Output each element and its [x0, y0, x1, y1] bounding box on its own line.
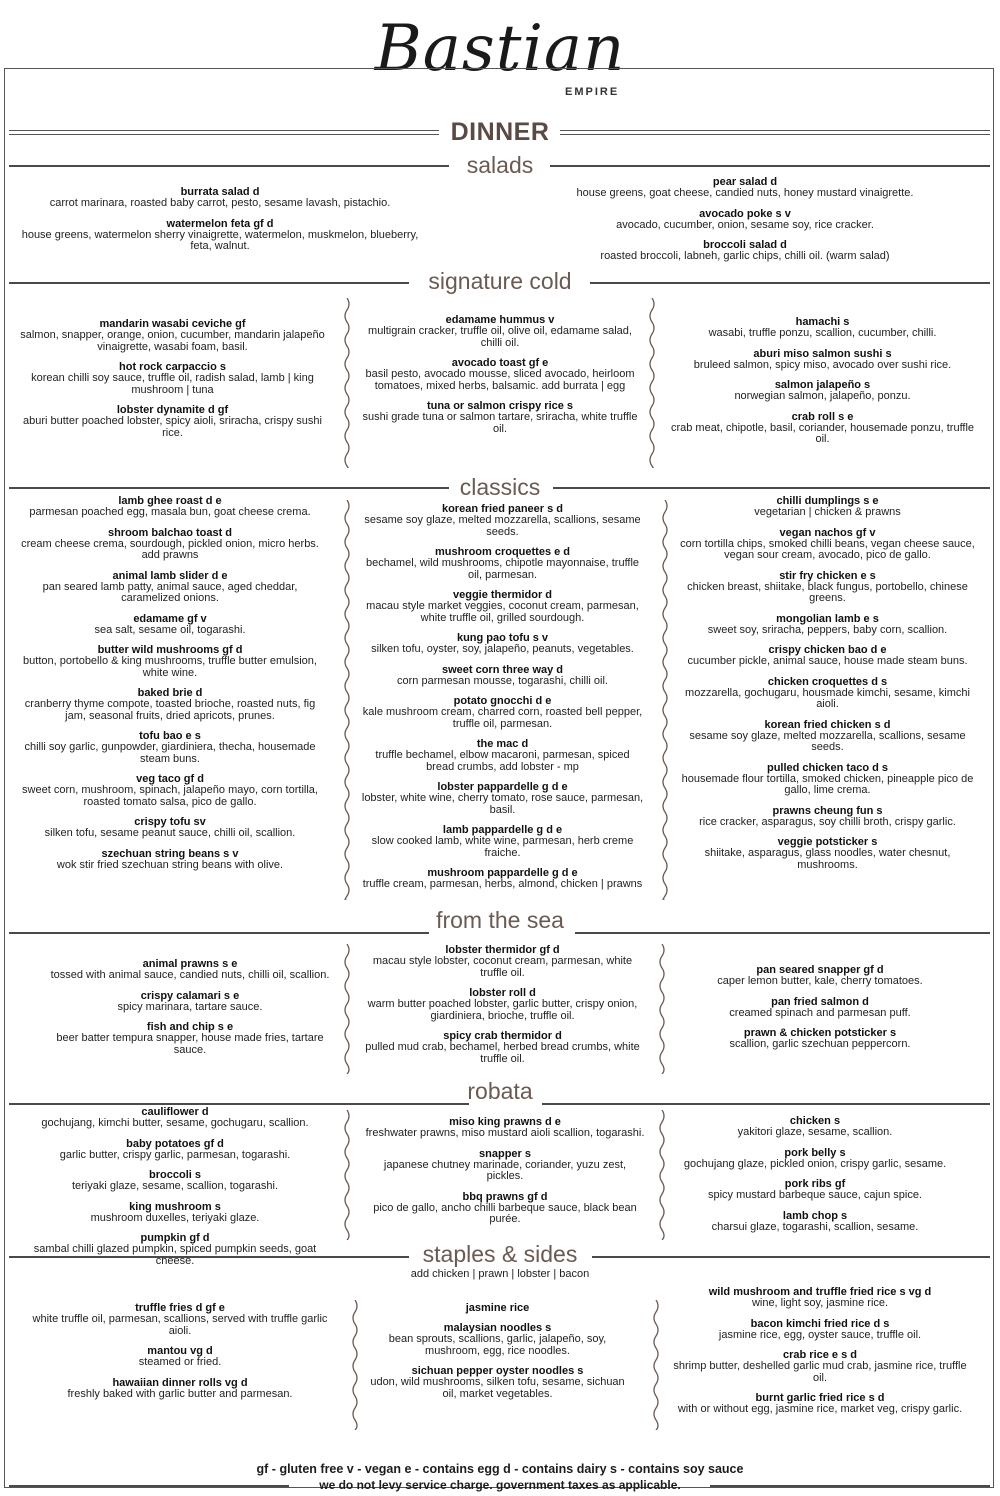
menu-item-description: pan seared lamb patty, animal sauce, aged cheddar, caramelized onions. — [42, 580, 298, 604]
menu-item-description: spicy marinara, tartare sauce. — [117, 1000, 263, 1013]
menu-item — [545, 176, 945, 200]
menu-item-name: baked brie d — [137, 687, 203, 699]
menu-item-description: sambal chilli glazed pumpkin, spiced pumpkin seeds, goat cheese. — [33, 1243, 317, 1267]
menu-item-description: avocado, cucumber, onion, sesame soy, rice cracker. — [616, 218, 874, 231]
menu-item-name: king mushroom s — [129, 1200, 221, 1213]
menu-item-name: crispy tofu sv — [134, 816, 206, 828]
section-title-staples: staples & sides — [422, 1241, 578, 1267]
menu-item-description: gochujang glaze, pickled onion, crispy garlic, sesame. — [683, 1157, 947, 1170]
menu-item-description: rice cracker, asparagus, soy chilli broth, crispy garlic. — [699, 815, 956, 828]
robata-col-3 — [660, 1115, 970, 1241]
menu-item-name: stir fry chicken e s — [779, 569, 876, 582]
menu-item-name: mantou vg d — [147, 1345, 213, 1357]
menu-item — [30, 1345, 330, 1369]
menu-item-name: chicken croquettes d s — [767, 675, 888, 688]
menu-item-name: spicy crab thermidor d — [443, 1030, 562, 1042]
section-title-sea: from the sea — [436, 907, 564, 933]
menu-item-name: mushroom pappardelle g d e — [427, 867, 578, 879]
menu-item-description: charsui glaze, togarashi, scallion, sesame. — [711, 1220, 919, 1233]
menu-item-description: roasted broccoli, labneh, garlic chips, chilli oil. (warm salad) — [600, 250, 890, 262]
section-title-classics: classics — [459, 474, 541, 500]
menu-item-description: cream cheese crema, sourdough, pickled onion, micro herbs. add prawns — [21, 537, 319, 561]
menu-item-description: bean sprouts, scallions, garlic, jalapeño, soy, mushroom, egg, rice noodles. — [388, 1333, 607, 1357]
menu-item-name: hamachi s — [795, 316, 850, 328]
menu-item — [670, 348, 975, 372]
menu-item-name: pulled chicken taco d s — [766, 761, 889, 774]
menu-item — [20, 1169, 330, 1193]
menu-item-description: pulled mud crab, bechamel, herbed bread crumbs, white truffle oil. — [365, 1041, 640, 1065]
robata-col-2 — [365, 1116, 645, 1234]
menu-item-description: bruleed salmon, spicy miso, avocado over sushi rice. — [693, 358, 952, 371]
menu-item-name: edamame gf v — [133, 612, 207, 625]
menu-item-name: salmon jalapeño s — [774, 379, 871, 391]
menu-item-name: burrata salad d — [180, 186, 260, 198]
menu-item-description: lobster, white wine, cherry tomato, rose sauce, parmesan, basil. — [361, 792, 644, 816]
sea-col-3 — [680, 964, 960, 1059]
menu-item-description: freshwater prawns, miso mustard aioli scallion, togarashi. — [365, 1127, 645, 1139]
menu-item — [365, 1365, 630, 1400]
menu-item — [665, 1392, 975, 1416]
wavy-divider — [652, 1300, 660, 1430]
menu-item-name: animal lamb slider d e — [112, 569, 228, 582]
classics-col-1 — [15, 495, 325, 879]
menu-item-name: crab rice e s d — [783, 1349, 857, 1361]
menu-item-description: yakitori glaze, sesame, scallion. — [737, 1126, 893, 1138]
menu-item-name: wild mushroom and truffle fried rice s vg d — [708, 1286, 932, 1298]
menu-item-description: mushroom duxelles, teriyaki glaze. — [90, 1211, 260, 1224]
menu-item — [675, 613, 980, 637]
menu-item-name: korean fried chicken s d — [764, 718, 891, 731]
menu-item-description: sweet corn, mushroom, spinach, jalapeño mayo, corn tortilla, roasted tomato salsa, pico de gallo. — [22, 784, 318, 808]
staples-col-3 — [665, 1286, 975, 1424]
menu-item-name: prawns cheung fun s — [772, 804, 883, 817]
signature-cold-col-1 — [20, 318, 325, 447]
menu-item-description: wine, light soy, jasmine rice. — [751, 1297, 889, 1309]
menu-item-name: chicken s — [789, 1115, 841, 1127]
menu-item — [50, 1021, 330, 1056]
menu-item-name: broccoli salad d — [703, 239, 787, 251]
menu-item-name: lamb pappardelle g d e — [442, 824, 563, 836]
wavy-divider — [661, 500, 669, 900]
menu-item — [360, 695, 645, 730]
brand-script: Bastian — [374, 12, 626, 86]
menu-item-description: salmon, snapper, orange, onion, cucumber, mandarin jalapeño vinaigrette, wasabi foam, basil. — [20, 329, 325, 353]
menu-item — [15, 773, 325, 808]
menu-item-description: scallion, garlic szechuan peppercorn. — [729, 1038, 911, 1050]
menu-item — [20, 1106, 330, 1130]
menu-item-name: chilli dumplings s e — [776, 495, 879, 507]
menu-item — [675, 762, 980, 797]
menu-item-description: teriyaki glaze, sesame, scallion, togarashi. — [71, 1180, 279, 1192]
menu-item — [15, 848, 325, 872]
menu-item-name: tuna or salmon crispy rice s — [426, 400, 574, 412]
menu-item-name: avocado poke s v — [699, 207, 791, 220]
menu-item — [365, 1302, 630, 1314]
menu-item-name: crab roll s e — [791, 410, 854, 423]
menu-item-name: lobster roll d — [469, 987, 536, 999]
menu-item-name: mandarin wasabi ceviche gf — [99, 318, 246, 330]
menu-item-name: bbq prawns gf d — [462, 1190, 548, 1203]
menu-item-name: lobster dynamite d gf — [116, 404, 229, 416]
menu-item-description: vegetarian | chicken & prawns — [754, 506, 901, 518]
sea-col-1 — [50, 958, 330, 1064]
wavy-divider — [351, 1300, 359, 1430]
menu-item-name: fish and chip s e — [146, 1021, 234, 1033]
menu-item-name: edamame hummus v — [445, 314, 555, 326]
menu-item-description: cucumber pickle, animal sauce, house made steam buns. — [687, 655, 968, 667]
staples-col-2 — [365, 1302, 630, 1408]
section-title-salads: salads — [466, 152, 534, 178]
menu-item — [360, 314, 640, 349]
menu-item — [365, 1191, 645, 1226]
menu-item — [660, 1115, 970, 1139]
menu-item-description: house greens, goat cheese, candied nuts, honey mustard vinaigrette. — [576, 187, 914, 199]
menu-item — [20, 186, 420, 210]
menu-item-description: garlic butter, crispy garlic, parmesan, togarashi. — [59, 1148, 291, 1161]
menu-item — [50, 958, 330, 982]
menu-item-name: crispy chicken bao d e — [768, 644, 887, 656]
menu-item-name: lamb ghee roast d e — [118, 495, 222, 507]
menu-item-name: cauliflower d — [141, 1106, 209, 1118]
salads-col-1 — [20, 186, 420, 261]
menu-item-name: hawaiian dinner rolls vg d — [112, 1376, 248, 1389]
menu-title: DINNER — [450, 118, 550, 146]
menu-item-name: pan fried salmon d — [771, 995, 869, 1008]
menu-item-name: animal prawns s e — [142, 958, 238, 970]
menu-item-name: miso king prawns d e — [449, 1116, 561, 1128]
menu-item — [15, 570, 325, 605]
menu-item — [680, 996, 960, 1020]
menu-item-description: housemade flour tortilla, smoked chicken, pineapple pico de gallo, lime crema. — [681, 772, 974, 796]
brand-sub: EMPIRE — [565, 86, 620, 98]
menu-item-description: norwegian salmon, jalapeño, ponzu. — [734, 390, 911, 402]
menu-item-name: prawn & chicken potsticker s — [743, 1027, 897, 1039]
menu-item-description: creamed spinach and parmesan puff. — [729, 1006, 911, 1019]
menu-item — [20, 318, 325, 353]
menu-item-description: sweet soy, sriracha, peppers, baby corn, scallion. — [707, 623, 948, 636]
menu-item — [670, 316, 975, 340]
menu-item-name: crispy calamari s e — [140, 989, 240, 1002]
menu-item-description: caper lemon butter, kale, cherry tomatoes. — [717, 975, 923, 987]
menu-item-name: sichuan pepper oyster noodles s — [411, 1365, 584, 1377]
menu-item-description: wok stir fried szechuan string beans with olive. — [56, 858, 284, 871]
menu-item-description: chilli soy garlic, gunpowder, giardiniera, thecha, housemade steam buns. — [24, 741, 316, 765]
menu-item — [360, 357, 640, 392]
menu-item-description: warm butter poached lobster, garlic butter, crispy onion, giardiniera, brioche, truffle oil. — [367, 998, 638, 1022]
menu-item-name: the mac d — [476, 738, 529, 750]
menu-item-name: pumpkin gf d — [140, 1232, 210, 1244]
menu-item-description: white truffle oil, parmesan, scallions, served with truffle garlic aioli. — [32, 1313, 328, 1337]
menu-item-description: kale mushroom cream, charred corn, roasted bell pepper, truffle oil, parmesan. — [362, 706, 643, 730]
menu-item — [365, 1322, 630, 1357]
menu-item — [545, 239, 945, 263]
salads-col-2 — [545, 176, 945, 271]
sea-col-2 — [360, 944, 645, 1073]
menu-item — [360, 664, 645, 688]
menu-item-description: steamed or fried. — [138, 1356, 222, 1368]
menu-item — [20, 1138, 330, 1162]
menu-item-name: vegan nachos gf v — [779, 526, 876, 539]
menu-item-name: potato gnocchi d e — [453, 695, 552, 707]
menu-item-name: bacon kimchi fried rice d s — [750, 1317, 890, 1330]
menu-item-name: pan seared snapper gf d — [756, 964, 884, 976]
menu-item-description: shrimp butter, deshelled garlic mud crab, jasmine rice, truffle oil. — [673, 1360, 967, 1384]
menu-item-description: japanese chutney marinade, coriander, yuzu zest, pickles. — [383, 1158, 627, 1182]
menu-item-description: gochujang, kimchi butter, sesame, gochugaru, scallion. — [41, 1117, 309, 1129]
wavy-divider — [343, 298, 351, 468]
menu-item-description: tossed with animal sauce, candied nuts, chilli oil, scallion. — [50, 969, 330, 981]
menu-item-description: with or without egg, jasmine rice, market veg, crispy garlic. — [677, 1403, 963, 1415]
menu-item — [365, 1116, 645, 1140]
menu-item-name: sweet corn three way d — [441, 663, 564, 676]
menu-item — [675, 805, 980, 829]
wavy-divider — [343, 500, 351, 900]
menu-item-description: parmesan poached egg, masala bun, goat cheese crema. — [29, 506, 311, 518]
menu-item-name: hot rock carpaccio s — [119, 361, 226, 373]
menu-item — [680, 964, 960, 988]
classics-col-2 — [360, 503, 645, 899]
menu-item — [20, 361, 325, 396]
menu-item-name: veggie thermidor d — [452, 589, 553, 601]
menu-item — [30, 1377, 330, 1401]
menu-item-name: pear salad d — [712, 176, 778, 188]
menu-item-name: truffle fries d gf e — [135, 1302, 225, 1314]
menu-item-description: silken tofu, oyster, soy, jalapeño, peanuts, vegetables. — [371, 643, 634, 655]
menu-item-description: sushi grade tuna or salmon tartare, sriracha, white truffle oil. — [362, 411, 638, 435]
menu-item — [360, 987, 645, 1022]
menu-item-name: baby potatoes gf d — [126, 1137, 224, 1150]
menu-item — [15, 644, 325, 679]
menu-item-description: korean chilli soy sauce, truffle oil, radish salad, lamb | king mushroom | tuna — [31, 372, 314, 396]
menu-item-description: sesame soy glaze, melted mozzarella, scallions, sesame seeds. — [689, 729, 966, 753]
menu-item-description: mozzarella, gochugaru, housmade kimchi, sesame, kimchi aioli. — [685, 686, 970, 710]
section-title-signature-cold: signature cold — [428, 268, 572, 294]
menu-item-name: korean fried paneer s d — [441, 503, 564, 515]
menu-item-description: crab meat, chipotle, basil, coriander, housemade ponzu, truffle oil. — [670, 421, 975, 445]
menu-item — [365, 1148, 645, 1183]
menu-item-description: wasabi, truffle ponzu, scallion, cucumber, chilli. — [708, 327, 937, 339]
menu-item-description: chicken breast, shiitake, black fungus, portobello, chinese greens. — [687, 580, 968, 604]
menu-item-description: bechamel, wild mushrooms, chipotle mayonnaise, truffle oil, parmesan. — [365, 557, 640, 581]
menu-item-description: macau style market veggies, coconut cream, parmesan, white truffle oil, grilled sourdough. — [366, 600, 639, 624]
menu-item-description: multigrain cracker, truffle oil, olive oil, edamame salad, chilli oil. — [368, 325, 632, 349]
section-title-robata: robata — [467, 1078, 533, 1104]
signature-cold-col-2 — [360, 314, 640, 443]
menu-item — [15, 527, 325, 562]
menu-item-name: shroom balchao toast d — [107, 526, 233, 539]
menu-item-description: shiitake, asparagus, glass noodles, water chesnut, mushrooms. — [704, 847, 951, 871]
menu-item — [360, 1030, 645, 1065]
signature-cold-col-3 — [670, 316, 975, 454]
menu-item — [50, 990, 330, 1014]
menu-item-description: spicy mustard barbeque sauce, cajun spice. — [707, 1189, 922, 1201]
wavy-divider — [658, 1110, 666, 1240]
menu-item-description: pico de gallo, ancho chilli barbeque sauce, black bean purée. — [373, 1201, 637, 1225]
menu-item — [670, 411, 975, 446]
staples-col-1 — [30, 1302, 330, 1408]
menu-item — [360, 503, 645, 538]
menu-item — [660, 1147, 970, 1171]
menu-item-name: malaysian noodles s — [443, 1322, 552, 1334]
menu-item-description: button, portobello & king mushrooms, truffle butter emulsion, white wine. — [23, 655, 317, 679]
menu-item — [30, 1302, 330, 1337]
menu-item — [665, 1318, 975, 1342]
menu-item-name: veg taco gf d — [136, 773, 204, 785]
menu-item — [675, 527, 980, 562]
menu-item-name: pork ribs gf — [784, 1178, 846, 1190]
menu-item — [675, 676, 980, 711]
menu-item — [20, 218, 420, 253]
menu-item — [665, 1286, 975, 1310]
menu-item — [360, 867, 645, 891]
menu-item-description: house greens, watermelon sherry vinaigrette, watermelon, muskmelon, blueberry, feta, walnut. — [21, 228, 419, 252]
menu-item — [20, 404, 325, 439]
menu-item-name: snapper s — [479, 1147, 531, 1160]
menu-item — [360, 944, 645, 979]
menu-item — [360, 632, 645, 656]
menu-item — [675, 719, 980, 754]
menu-item-description: truffle bechamel, elbow macaroni, parmesan, spiced bread crumbs, add lobster - mp — [375, 749, 630, 773]
menu-item-name: pork belly s — [784, 1146, 846, 1159]
menu-item — [675, 644, 980, 668]
menu-item-name: lobster thermidor gf d — [445, 944, 560, 956]
wavy-divider — [658, 944, 666, 1074]
menu-item-description: basil pesto, avocado mousse, sliced avocado, heirloom tomatoes, mixed herbs, balsamic. add burrata | egg — [365, 368, 635, 392]
menu-item-name: watermelon feta gf d — [166, 217, 274, 230]
menu-item-name: burnt garlic fried rice s d — [755, 1392, 885, 1404]
menu-item — [670, 379, 975, 403]
menu-item-name: lobster pappardelle g d e — [437, 781, 568, 793]
wavy-divider — [343, 1110, 351, 1240]
menu-item-name: aburi miso salmon sushi s — [753, 347, 892, 360]
staples-addon: add chicken | prawn | lobster | bacon — [410, 1268, 590, 1280]
menu-item-name: tofu bao e s — [139, 730, 201, 742]
menu-item — [680, 1027, 960, 1051]
menu-item-name: szechuan string beans s v — [101, 847, 239, 860]
menu-item-name: broccoli s — [149, 1169, 201, 1181]
menu-item-name: veggie potsticker s — [777, 836, 878, 848]
menu-item-description: sesame soy glaze, melted mozzarella, scallions, sesame seeds. — [364, 514, 641, 538]
menu-item-name: kung pao tofu s v — [456, 632, 549, 644]
menu-item — [15, 687, 325, 722]
menu-item-description: jasmine rice, egg, oyster sauce, truffle oil. — [718, 1328, 922, 1341]
menu-item-description: beer batter tempura snapper, house made fries, tartare sauce. — [56, 1032, 324, 1056]
menu-item-description: carrot marinara, roasted baby carrot, pesto, sesame lavash, pistachio. — [49, 197, 391, 209]
menu-item — [15, 613, 325, 637]
menu-item — [360, 400, 640, 435]
menu-item-description: udon, wild mushrooms, silken tofu, sesame, sichuan oil, market vegetables. — [370, 1376, 625, 1400]
menu-item-description: corn tortilla chips, smoked chilli beans, vegan cheese sauce, vegan sour cream, avocado, pico de gallo. — [680, 537, 975, 561]
menu-item — [360, 546, 645, 581]
menu-item-name: mushroom croquettes e d — [434, 546, 571, 558]
menu-item-description: aburi butter poached lobster, spicy aioli, sriracha, crispy sushi rice. — [23, 415, 322, 439]
menu-item — [665, 1349, 975, 1384]
menu-item-name: jasmine rice — [465, 1302, 530, 1314]
wavy-divider — [648, 298, 656, 468]
menu-item-description: freshly baked with garlic butter and parmesan. — [67, 1387, 293, 1400]
menu-item — [660, 1178, 970, 1202]
menu-item — [675, 570, 980, 605]
menu-item — [675, 495, 980, 519]
menu-item-name: lamb chop s — [782, 1209, 848, 1222]
menu-item-description: macau style lobster, coconut cream, parmesan, white truffle oil. — [372, 955, 633, 979]
classics-col-3 — [675, 495, 980, 879]
menu-item-description: truffle cream, parmesan, herbs, almond, chicken | prawns — [362, 878, 643, 890]
service-note: we do not levy service charge. government taxes as applicable. — [319, 1478, 681, 1492]
menu-item-description: silken tofu, sesame peanut sauce, chilli oil, scallion. — [44, 827, 296, 839]
menu-item — [20, 1201, 330, 1225]
menu-item — [360, 589, 645, 624]
menu-item-description: cranberry thyme compote, toasted brioche, roasted nuts, fig jam, seasonal fruits, dried apricots, prunes. — [24, 698, 316, 722]
menu-item — [360, 824, 645, 859]
menu-item — [660, 1210, 970, 1234]
menu-item-description: corn parmesan mousse, togarashi, chilli oil. — [397, 674, 608, 687]
menu-item — [545, 208, 945, 232]
wavy-divider — [343, 944, 351, 1074]
menu-item — [675, 836, 980, 871]
menu-item-name: avocado toast gf e — [451, 357, 549, 369]
menu-item — [15, 816, 325, 840]
menu-item — [15, 495, 325, 519]
dietary-legend: gf - gluten free v - vegan e - contains egg d - contains dairy s - contains soy sauce — [256, 1462, 744, 1476]
menu-item-name: mongolian lamb e s — [776, 612, 879, 625]
menu-item-name: butter wild mushrooms gf d — [97, 644, 243, 656]
menu-item — [15, 730, 325, 765]
menu-item-description: sea salt, sesame oil, togarashi. — [94, 623, 246, 636]
menu-item — [360, 738, 645, 773]
menu-item — [360, 781, 645, 816]
menu-item-description: slow cooked lamb, white wine, parmesan, herb creme fraiche. — [371, 835, 634, 859]
